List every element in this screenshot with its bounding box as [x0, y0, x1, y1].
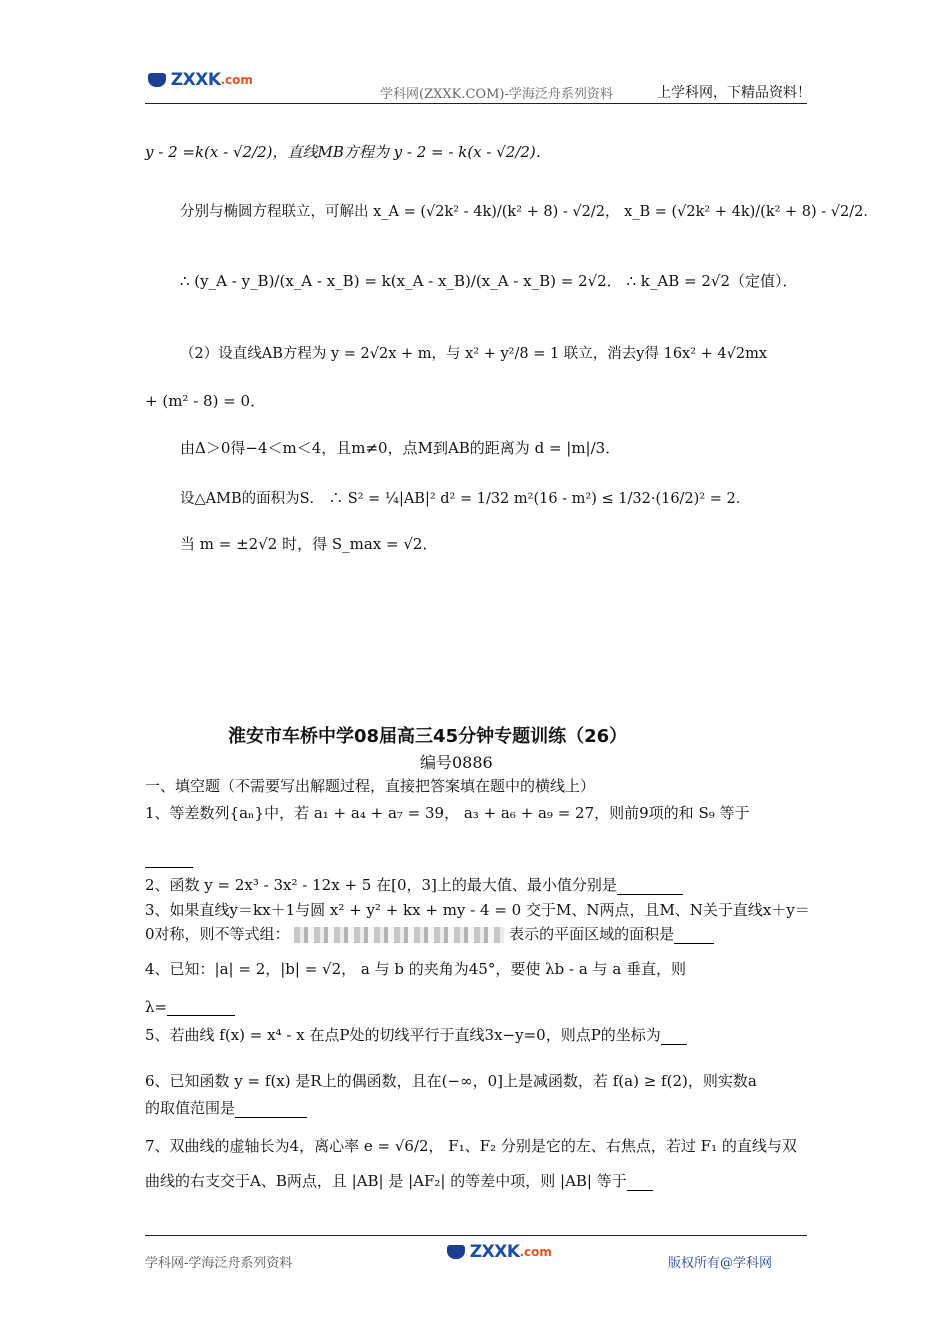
question-5	[145, 1024, 687, 1045]
footer-logo-text: ZXXK	[469, 1242, 520, 1262]
solution-line-2: 分别与椭圆方程联立，可解出 x_A = (√2k² - 4k)/(k² + 8) - √2/2， x_B = (√2k² + 4k)/(k² + 8) - √2/2．	[180, 204, 878, 220]
footer-rule	[145, 1235, 807, 1236]
solution-line-7: 设△AMB的面积为S． ∴ S² = ¼|AB|² d² = 1/32 m²(16 - m²) ≤ 1/32·(16/2)² = 2．	[180, 491, 751, 507]
question-2	[145, 874, 683, 895]
question-7a: 7、双曲线的虚轴长为4，离心率 e = √6/2， F₁、F₂ 分别是它的左、右焦点，若过 F₁ 的直线与双	[145, 1137, 797, 1155]
question-6b	[145, 1097, 307, 1118]
question-2-text: 2、函数 y = 2x³ - 3x² - 12x + 5 在[0，3]上的最大值、最小值分别是	[145, 876, 617, 894]
question-7-blank[interactable]	[627, 1188, 653, 1191]
question-6b-text: 的取值范围是	[145, 1099, 236, 1117]
question-4a: 4、已知：|a| = 2，|b| = √2， a 与 b 的夹角为45°，要使 λb - a 与 a 垂直，则	[145, 960, 687, 978]
question-7b-text: 曲线的右支交于A、B两点，且 |AB| 是 |AF₂| 的等差中项，则 |AB| 等于	[145, 1172, 627, 1190]
solution-line-1: y - 2 =k(x - √2/2)，直线MB方程为 y - 2 = - k(x - √2/2)．	[145, 143, 551, 161]
solution-line-8: 当 m = ±2√2 时，得 S_max = √2．	[180, 535, 438, 553]
solution-line-5: + (m² - 8) = 0．	[145, 392, 266, 410]
logo-text: ZXXK	[170, 70, 221, 90]
footer-left: 学科网-学海泛舟系列资料	[145, 1256, 293, 1271]
header-logo[interactable]	[148, 70, 253, 90]
section-heading: 一、填空题（不需要写出解题过程，直接把答案填在题中的横线上）	[145, 777, 596, 795]
question-5-text: 5、若曲线 f(x) = x⁴ - x 在点P处的切线平行于直线3x−y=0，则点P的坐标为	[145, 1026, 661, 1044]
question-2-blank[interactable]	[617, 892, 683, 895]
question-4b	[145, 998, 235, 1016]
question-3b-text-pre: 0对称，则不等式组：	[145, 925, 290, 943]
question-5-blank[interactable]	[661, 1042, 687, 1045]
footer-right[interactable]: 版权所有@学科网	[668, 1256, 773, 1271]
question-1-blank[interactable]	[145, 850, 193, 868]
question-4-blank[interactable]	[167, 1013, 235, 1016]
question-3a: 3、如果直线y＝kx＋1与圆 x² + y² + kx + my - 4 = 0 交于M、N两点，且M、N关于直线x＋y＝	[145, 901, 810, 919]
footer-logo[interactable]	[447, 1242, 552, 1262]
exam-title: 淮安市车桥中学08届高三45分钟专题训练（26）	[228, 726, 628, 747]
question-4b-text: λ=	[145, 998, 168, 1016]
logo-suffix: .com	[220, 73, 253, 87]
solution-line-6: 由Δ＞0得−4＜m＜4，且m≠0，点M到AB的距离为 d = |m|/3．	[180, 439, 621, 457]
question-3-blank[interactable]	[674, 941, 714, 944]
question-1: 1、等差数列{aₙ}中，若 a₁ + a₄ + a₇ = 39， a₃ + a₆ + a₉ = 27，则前9项的和 S₉ 等于	[145, 804, 750, 822]
solution-line-4: （2）设直线AB方程为 y = 2√2x + m，与 x² + y²/8 = 1 联立，消去y得 16x² + 4√2mx	[180, 346, 768, 362]
question-3b-text-post: 表示的平面区域的面积是	[509, 925, 675, 943]
graduation-cap-icon	[148, 73, 166, 87]
question-3b	[145, 923, 714, 944]
exam-code: 编号0886	[420, 753, 493, 772]
footer-logo-suffix: .com	[519, 1245, 552, 1259]
solution-line-3: ∴ (y_A - y_B)/(x_A - x_B) = k(x_A - x_B)/(x_A - x_B) = 2√2． ∴ k_AB = 2√2（定值）．	[180, 272, 798, 290]
question-6a: 6、已知函数 y = f(x) 是R上的偶函数，且在(−∞，0]上是减函数，若 f(a) ≥ f(2)，则实数a	[145, 1072, 757, 1090]
graduation-cap-icon	[447, 1245, 465, 1259]
header-center: 学科网(ZXXK.COM)-学海泛舟系列资料	[380, 87, 613, 102]
question-7b	[145, 1170, 653, 1191]
header-rule	[145, 103, 807, 104]
header-right: 上学科网，下精品资料！	[657, 85, 811, 101]
question-6-blank[interactable]	[235, 1115, 307, 1118]
inequality-system-image	[294, 927, 504, 943]
